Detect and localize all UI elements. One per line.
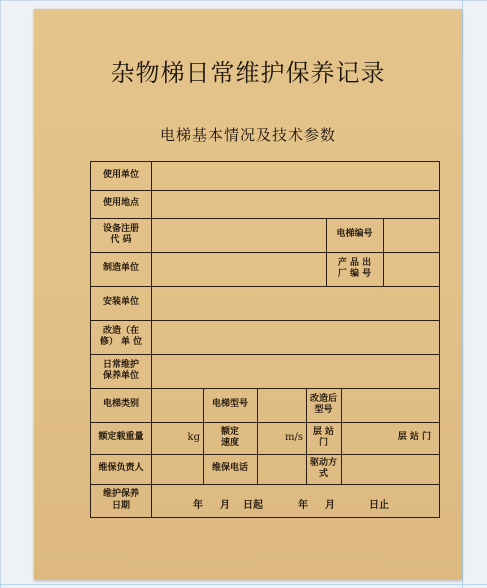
top-edge bbox=[0, 0, 487, 1]
month-label: 月 bbox=[220, 500, 230, 511]
user-unit-field[interactable] bbox=[151, 162, 439, 190]
modified-model-label: 改造后型号 bbox=[309, 393, 337, 415]
drive-mode-field[interactable] bbox=[341, 454, 439, 484]
installer-field[interactable] bbox=[151, 286, 439, 320]
elevator-number-field[interactable] bbox=[383, 218, 439, 252]
rated-load-label: 额定载重量 bbox=[98, 432, 144, 443]
floors-stations-doors-label-2: 层 站 门 bbox=[397, 432, 431, 443]
maintenance-person-label: 维保负责人 bbox=[98, 463, 144, 474]
floors-stations-doors-label: 层 站 门 bbox=[312, 426, 335, 448]
document-sheet bbox=[34, 9, 462, 580]
elevator-model-field[interactable] bbox=[257, 388, 306, 422]
maintenance-date-label: 维护保养日期 bbox=[103, 489, 140, 511]
user-location-field[interactable] bbox=[151, 190, 439, 218]
rated-load-unit: kg bbox=[187, 431, 200, 443]
document-subtitle: 电梯基本情况及技术参数 bbox=[159, 126, 336, 144]
elevator-category-field[interactable] bbox=[151, 388, 203, 422]
manufacturer-label: 制造单位 bbox=[102, 263, 139, 274]
maintenance-unit-field[interactable] bbox=[151, 354, 439, 388]
year-label: 年 bbox=[193, 500, 203, 511]
manufacturer-field[interactable] bbox=[151, 252, 326, 286]
bottom-edge bbox=[0, 584, 487, 585]
maintenance-unit-label: 日常维护保养单位 bbox=[103, 359, 140, 381]
registration-code-label: 设备注册代 码 bbox=[103, 223, 140, 245]
modifier-label: 改造（在修） 单 位 bbox=[99, 325, 143, 347]
month-label-2: 月 bbox=[325, 500, 335, 511]
rated-speed-unit: m/s bbox=[285, 431, 303, 443]
product-number-field[interactable] bbox=[383, 252, 439, 286]
start-day-label: 日起 bbox=[243, 500, 263, 511]
modified-model-field[interactable] bbox=[341, 388, 439, 422]
maintenance-person-field[interactable] bbox=[151, 454, 203, 484]
registration-code-field[interactable] bbox=[151, 218, 326, 252]
maintenance-phone-field[interactable] bbox=[257, 454, 306, 484]
elevator-model-label: 电梯型号 bbox=[211, 399, 248, 410]
elevator-category-label: 电梯类别 bbox=[102, 399, 139, 410]
document-title: 杂物梯日常维护保养记录 bbox=[110, 59, 386, 87]
left-edge bbox=[0, 0, 1, 588]
rated-speed-label: 额定速度 bbox=[220, 426, 239, 448]
user-location-label: 使用地点 bbox=[102, 198, 139, 209]
maintenance-phone-label: 维保电话 bbox=[211, 463, 248, 474]
right-edge bbox=[462, 0, 463, 588]
end-day-label: 日止 bbox=[369, 500, 389, 511]
year-label-2: 年 bbox=[298, 500, 308, 511]
user-unit-label: 使用单位 bbox=[102, 170, 139, 181]
elevator-info-table bbox=[90, 161, 440, 518]
drive-mode-label: 驱动方式 bbox=[309, 457, 337, 479]
modifier-field[interactable] bbox=[151, 320, 439, 354]
product-number-label: 产 品 出 厂 编 号 bbox=[337, 257, 372, 279]
elevator-number-label: 电梯编号 bbox=[336, 229, 373, 240]
installer-label: 安装单位 bbox=[102, 297, 139, 308]
